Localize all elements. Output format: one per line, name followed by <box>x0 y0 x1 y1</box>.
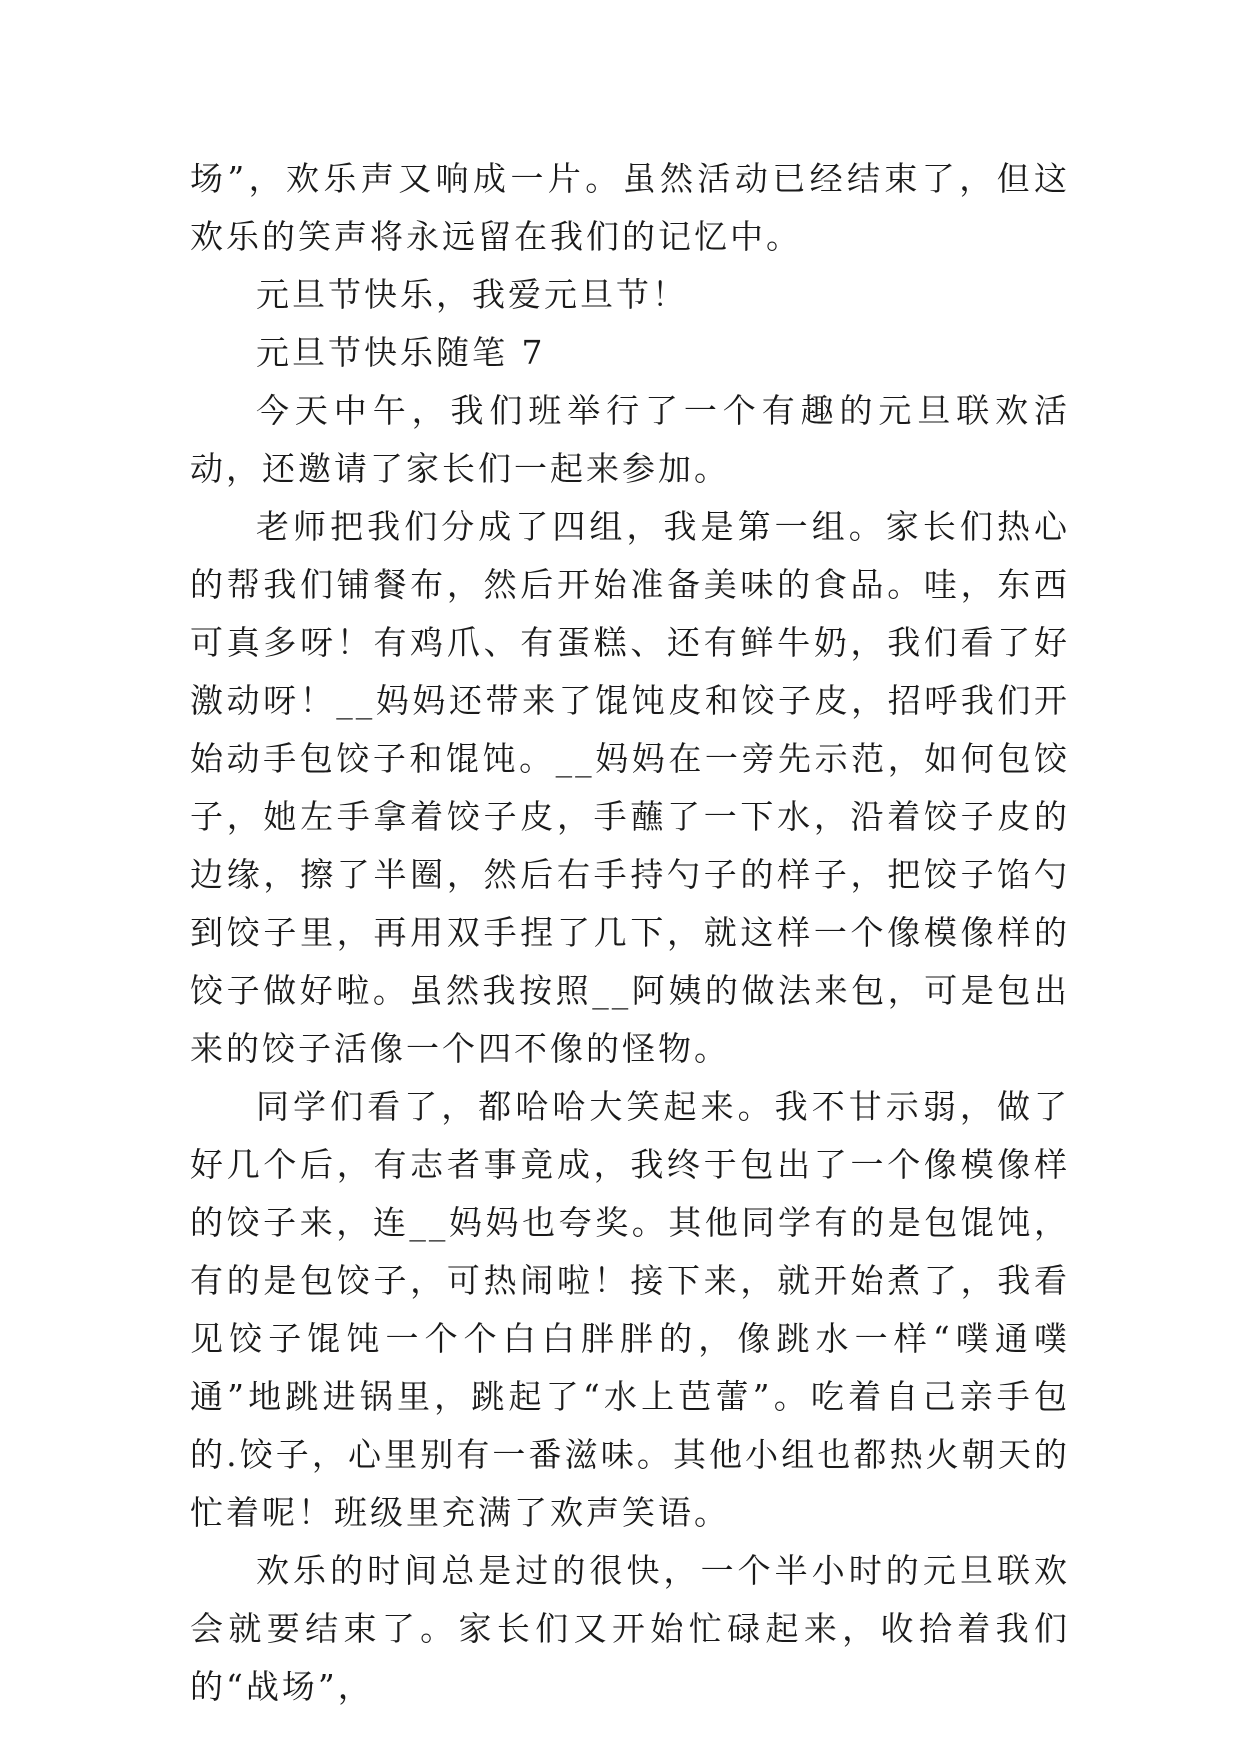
paragraph-greeting: 元旦节快乐，我爱元旦节！ <box>256 275 688 314</box>
paragraph-classmates: 同学们看了，都哈哈大笑起来。我不甘示弱，做了好几个后，有志者事竟成，我终于包出了一个像模像样的饺子来，连__妈妈也夸奖。其他同学有的是包馄饨，有的是包饺子，可热闹啦！接下来，就开始煮了，我看见饺子馄饨一个个白白胖胖的，像跳水一样“噗通噗通”地跳进锅里，跳起了“水上芭蕾”。吃着自己亲手包的.饺子，心里别有一番滋味。其他小组也都热火朝天的忙着呢！班级里充满了欢声笑语。 <box>190 1087 1070 1532</box>
paragraph-dumplings: 老师把我们分成了四组，我是第一组。家长们热心的帮我们铺餐布，然后开始准备美味的食品。哇，东西可真多呀！有鸡爪、有蛋糕、还有鲜牛奶，我们看了好激动呀！__妈妈还带来了馄饨皮和饺子皮，招呼我们开始动手包饺子和馄饨。__妈妈在一旁先示范，如何包饺子，她左手拿着饺子皮，手蘸了一下水，沿着饺子皮的边缘，擦了半圈，然后右手持勺子的样子，把饺子馅勺到饺子里，再用双手捏了几下，就这样一个像模像样的饺子做好啦。虽然我按照__阿姨的做法来包，可是包出来的饺子活像一个四不像的怪物。 <box>190 507 1070 1068</box>
paragraph-ending: 欢乐的时间总是过的很快，一个半小时的元旦联欢会就要结束了。家长们又开始忙碌起来，收拾着我们的“战场”， <box>190 1551 1070 1706</box>
document-body <box>190 150 1070 1716</box>
essay-title: 元旦节快乐随笔 7 <box>256 333 546 372</box>
paragraph-intro: 今天中午，我们班举行了一个有趣的元旦联欢活动，还邀请了家长们一起来参加。 <box>190 391 1070 488</box>
paragraph-continuation: 场”，欢乐声又响成一片。虽然活动已经结束了，但这欢乐的笑声将永远留在我们的记忆中。 <box>190 159 1070 256</box>
